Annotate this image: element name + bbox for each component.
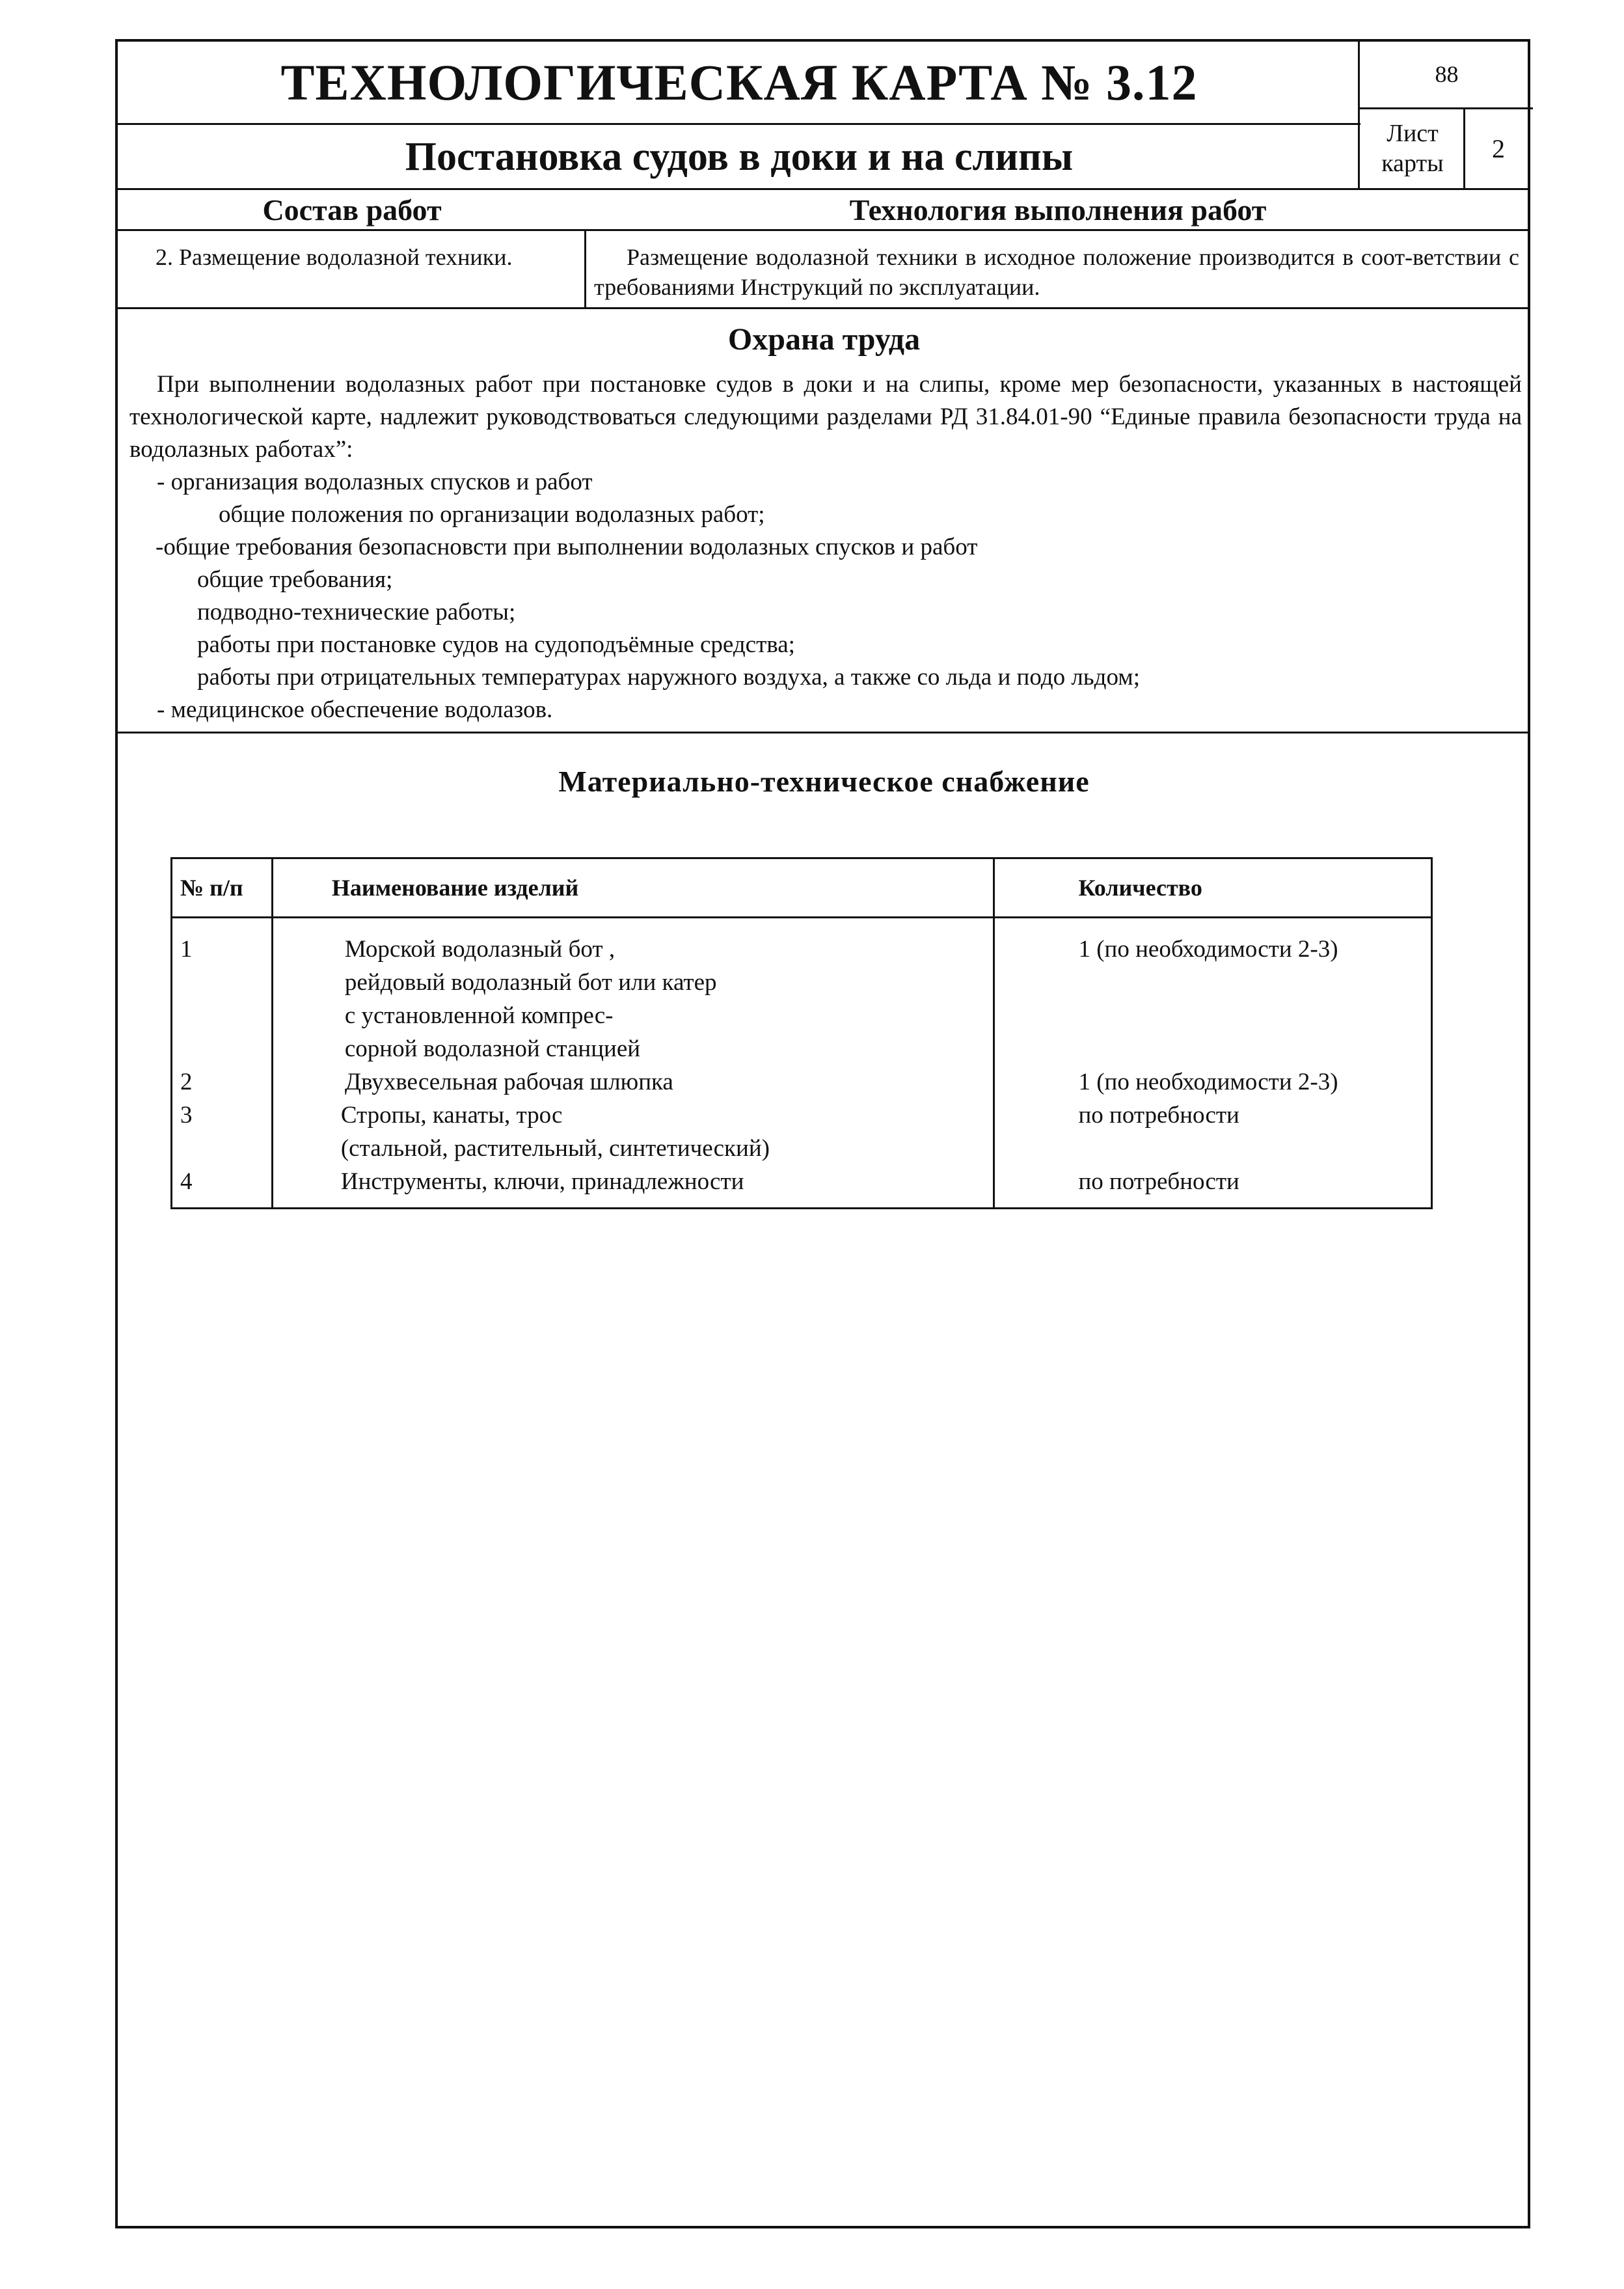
materials-title: Материально-техническое снабжение (558, 765, 1090, 798)
row-name-line: с установленной компрес- (344, 1002, 614, 1029)
card-title: ТЕХНОЛОГИЧЕСКАЯ КАРТА № 3.12 (280, 53, 1198, 111)
row-num: 4 (180, 1168, 193, 1195)
safety-intro: При выполнении водолазных работ при постановке судов в доки и на слипы, кроме мер безопасности, указанных в настоящей технологической карте, надлежит руководствоваться следующими разделами РД 31.84.01-90 “Единые правила безопасности труда на водолазных работах”: (129, 371, 1522, 463)
safety-item: общие требования; (197, 566, 393, 593)
sheet-label (1360, 109, 1465, 187)
row-name (273, 1099, 994, 1165)
row-name-line: (стальной, растительный, синтетический) (340, 1135, 770, 1162)
page-frame (115, 39, 1530, 2228)
table-row (172, 1065, 1432, 1099)
page-number: 88 (1435, 61, 1459, 87)
divider (584, 229, 586, 307)
row-name-line: сорной водолазной станцией (344, 1035, 641, 1062)
table-header-row (172, 858, 1432, 918)
row-qty: по потребности (1078, 1168, 1239, 1195)
row-num: 3 (180, 1102, 193, 1129)
divider (1463, 107, 1465, 189)
card-subtitle: Постановка судов в доки и на слипы (405, 134, 1074, 179)
safety-item: - медицинское обеспечение водолазов. (157, 696, 553, 723)
row-name-line: Морской водолазный бот , (344, 936, 616, 963)
col-composition-header: Состав работ (262, 193, 442, 226)
table-row (172, 918, 1432, 1066)
sheet-label-line1: Лист (1387, 120, 1439, 147)
divider (118, 307, 1530, 309)
row-name-line: рейдовый водолазный бот или катер (344, 969, 717, 996)
works-technology-cell: Размещение водолазной техники в исходное положение производится в соот-ветствии с требованиями Инструкций по эксплуатации. (594, 244, 1519, 300)
row-name: Инструменты, ключи, принадлежности (340, 1168, 744, 1195)
safety-title: Охрана труда (727, 322, 921, 357)
row-name-line: Стропы, канаты, трос (340, 1102, 563, 1129)
col-name-header: Наименование изделий (272, 858, 994, 918)
safety-item: -общие требования безопасновсти при выполнении водолазных спусков и работ (156, 534, 978, 560)
sheet-number: 2 (1492, 133, 1505, 163)
col-num-header: № п/п (172, 858, 273, 918)
row-num: 1 (180, 936, 193, 963)
divider (118, 229, 1530, 231)
sheet-label-line2: карты (1381, 150, 1444, 177)
table-row (172, 1099, 1432, 1165)
row-qty: 1 (по необходимости 2-3) (1078, 936, 1338, 963)
safety-item: общие положения по организации водолазных работ; (219, 501, 765, 528)
table-row (172, 1165, 1432, 1209)
materials-table (170, 857, 1433, 1209)
row-num: 2 (180, 1069, 193, 1095)
col-technology-header: Технология выполнения работ (849, 193, 1267, 226)
divider (118, 732, 1530, 733)
row-name (273, 918, 994, 1065)
safety-item: - организация водолазных спусков и работ (157, 469, 593, 495)
row-qty: 1 (по необходимости 2-3) (1078, 1069, 1338, 1095)
safety-item: подводно-технические работы; (197, 599, 516, 625)
row-name: Двухвесельная рабочая шлюпка (344, 1069, 673, 1095)
divider (1358, 42, 1360, 189)
works-composition-cell: 2. Размещение водолазной техники. (156, 244, 513, 270)
safety-item: работы при отрицательных температурах наружного воздуха, а также со льда и подо льдом; (197, 664, 1140, 691)
col-qty-header: Количество (994, 858, 1432, 918)
row-qty: по потребности (1078, 1102, 1239, 1129)
safety-item: работы при постановке судов на судоподъёмные средства; (197, 631, 795, 658)
